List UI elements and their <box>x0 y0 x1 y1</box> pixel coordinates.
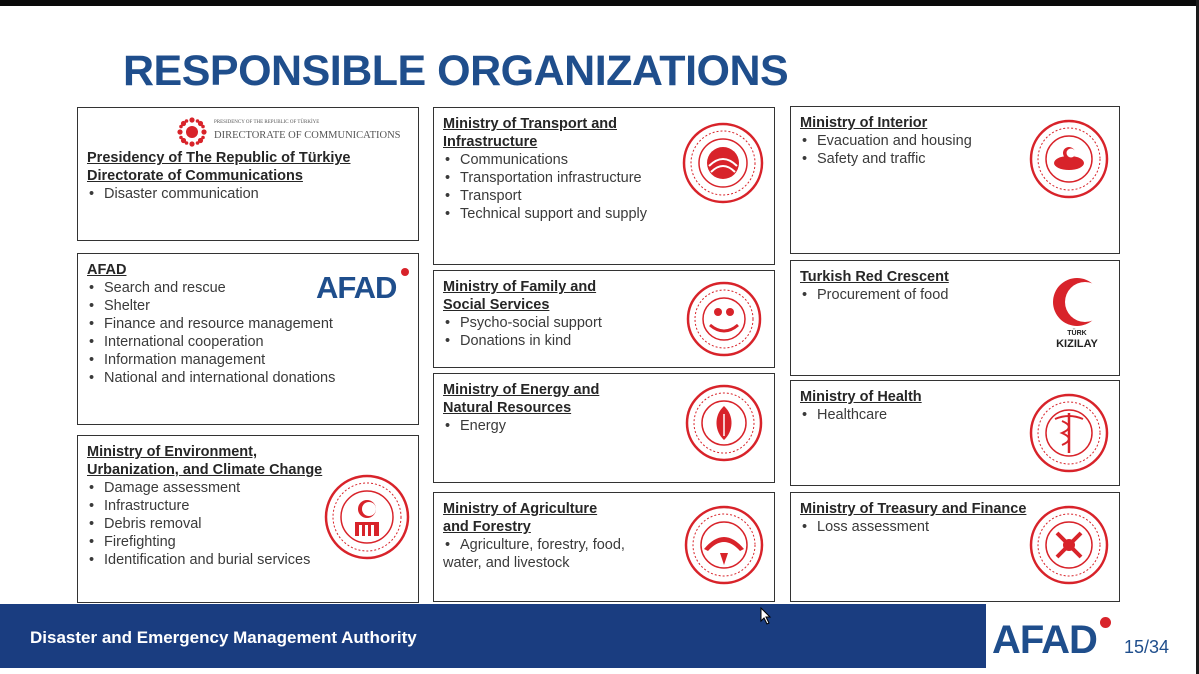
list-item: • Agriculture, forestry, food, <box>443 536 663 554</box>
card-title: Ministry of Interior <box>800 115 928 131</box>
card-title: Turkish Red Crescent <box>800 269 949 285</box>
card-list <box>87 185 350 203</box>
list-item: • Search and rescue <box>87 279 335 297</box>
card-title-line-2: Social Services <box>443 297 550 313</box>
card-title-line-1: Ministry of Family and <box>443 279 597 295</box>
afad-footer-logo: AFAD <box>992 614 1112 664</box>
slide <box>0 6 1196 674</box>
kizilay-logo-line-2: KIZILAY <box>1056 338 1098 350</box>
card-energy <box>433 373 775 483</box>
logo-line-2: DIRECTORATE OF COMMUNICATIONS <box>214 130 401 141</box>
card-list <box>443 417 599 435</box>
ministry-seal-icon <box>682 122 764 204</box>
list-item-continuation: water, and livestock <box>443 555 570 571</box>
ministry-seal-icon <box>324 474 410 560</box>
list-item: • International cooperation <box>87 333 335 351</box>
list-item: • Debris removal <box>87 515 322 533</box>
crescent-badge-icon <box>401 268 409 276</box>
card-agriculture <box>433 492 775 602</box>
ministry-seal-icon <box>684 505 764 585</box>
card-list <box>443 314 602 350</box>
card-transport <box>433 107 775 265</box>
list-item: • Loss assessment <box>800 518 1026 536</box>
list-item: • Information management <box>87 351 335 369</box>
card-environment <box>77 435 419 603</box>
card-family <box>433 270 775 368</box>
card-list <box>800 406 922 424</box>
card-title: AFAD <box>87 262 127 278</box>
list-item: • Finance and resource management <box>87 315 335 333</box>
list-item: • Disaster communication <box>87 185 350 203</box>
card-title-line-1: Ministry of Environment, <box>87 444 257 460</box>
sun-emblem-icon <box>176 116 208 148</box>
card-title-line-1: Ministry of Transport and <box>443 116 618 132</box>
card-title-line-2: Urbanization, and Climate Change <box>87 462 323 478</box>
kizilay-logo-line-1: TÜRK <box>1067 330 1087 337</box>
card-title: Ministry of Treasury and Finance <box>800 501 1027 517</box>
kizilay-logo <box>1047 275 1107 355</box>
list-item: • Technical support and supply <box>443 205 647 223</box>
ministry-seal-icon <box>1029 119 1109 199</box>
list-item: • Evacuation and housing <box>800 132 972 150</box>
card-list <box>443 151 647 223</box>
slide-title: RESPONSIBLE ORGANIZATIONS <box>123 47 789 95</box>
page-number: 15/34 <box>1124 637 1170 657</box>
crescent-badge-icon <box>1100 617 1111 628</box>
card-red-crescent <box>790 260 1120 376</box>
card-list <box>800 132 972 168</box>
list-item: • Donations in kind <box>443 332 602 350</box>
list-item: • Shelter <box>87 297 335 315</box>
card-title-line-1: Presidency of The Republic of Türkiye <box>87 150 351 166</box>
list-item: • Transport <box>443 187 647 205</box>
card-list <box>800 518 1026 536</box>
card-title-line-2: Natural Resources <box>443 400 572 416</box>
footer-text: Disaster and Emergency Management Authority <box>30 628 417 647</box>
card-title-line-2: Directorate of Communications <box>87 168 303 184</box>
afad-logo: AFAD <box>316 268 410 308</box>
list-item: • Identification and burial services <box>87 551 322 569</box>
list-item: • Safety and traffic <box>800 150 972 168</box>
card-health <box>790 380 1120 486</box>
logo-line-1: PRESIDENCY OF THE REPUBLIC OF TÜRKİYE <box>214 120 320 125</box>
card-list <box>87 279 335 387</box>
card-list <box>87 479 322 569</box>
list-item: • Firefighting <box>87 533 322 551</box>
card-title: Ministry of Health <box>800 389 922 405</box>
ministry-seal-icon <box>685 384 763 462</box>
card-title-line-2: and Forestry <box>443 519 531 535</box>
card-interior <box>790 106 1120 254</box>
card-title-line-1: Ministry of Energy and <box>443 382 600 398</box>
card-title-line-1: Ministry of Agriculture <box>443 501 598 517</box>
card-presidency <box>77 107 419 241</box>
ministry-seal-icon <box>1029 393 1109 473</box>
card-list <box>800 286 949 304</box>
list-item: • Procurement of food <box>800 286 949 304</box>
list-item: • Energy <box>443 417 599 435</box>
card-afad <box>77 253 419 425</box>
red-crescent-icon <box>1047 275 1107 329</box>
card-list <box>443 536 663 554</box>
card-title-line-2: Infrastructure <box>443 134 538 150</box>
ministry-seal-icon <box>1029 505 1109 585</box>
list-item: • National and international donations <box>87 369 335 387</box>
footer-logo-area <box>986 604 1196 668</box>
list-item: • Transportation infrastructure <box>443 169 647 187</box>
list-item: • Infrastructure <box>87 497 322 515</box>
list-item: • Communications <box>443 151 647 169</box>
directorate-logo <box>176 116 416 146</box>
mouse-cursor-icon <box>760 607 772 625</box>
ministry-seal-icon <box>686 281 762 357</box>
list-item: • Healthcare <box>800 406 922 424</box>
list-item: • Psycho-social support <box>443 314 602 332</box>
card-treasury <box>790 492 1120 602</box>
list-item: • Damage assessment <box>87 479 322 497</box>
